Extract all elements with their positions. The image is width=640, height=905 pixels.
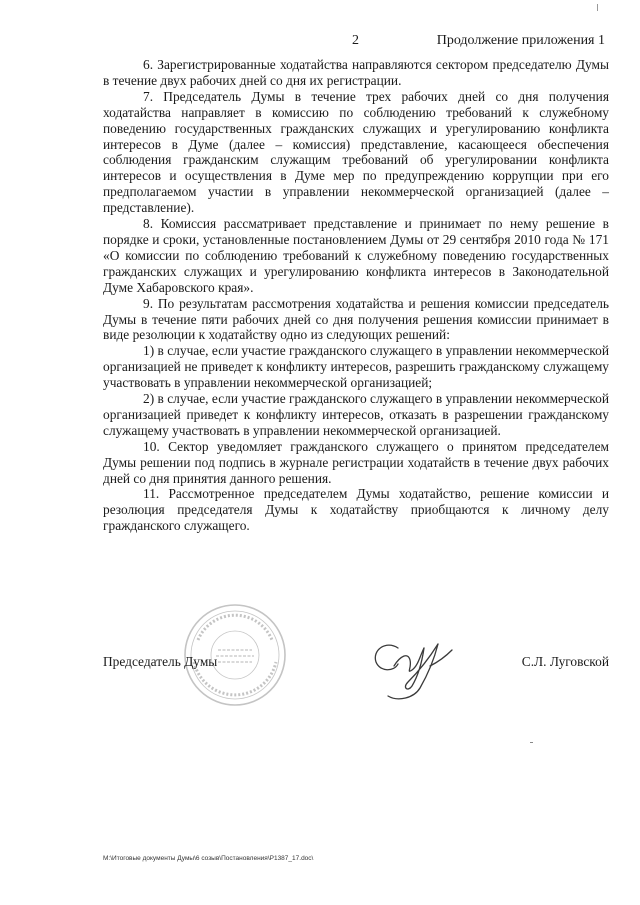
paragraph-9-item-2: 2) в случае, если участие гражданского служащего в управлении некоммерческой организацией приведет к конфликту интересов, отказать в разрешении гражданскому служащему участвовать в управлении некоммерческой организацией.: [103, 391, 609, 438]
signer-title: Председатель Думы: [103, 654, 218, 669]
paragraph-10: 10. Сектор уведомляет гражданского служащего о принятом председателем Думы решении под подпись в журнале регистрации ходатайств в течение двух рабочих дней со дня принятия данного решения.: [103, 438, 609, 486]
scan-dash: [530, 742, 533, 743]
paragraph-8: 8. Комиссия рассматривает представление и принимает по нему решение в порядке и сроки, установленные постановлением Думы от 29 сентября 2010 года № 171 «О комиссии по соблюдению требований к служебному поведению государственных гражданских служащих и урегулированию конфликта интересов в Законодательной Думе Хабаровского края».: [103, 216, 609, 295]
document-body: [103, 57, 609, 534]
paragraph-7: 7. Председатель Думы в течение трех рабочих дней со дня получения ходатайства направляет в комиссию по соблюдению требований к служебному поведению государственных гражданских служащих и урегулированию конфликта интересов в Думе (далее – комиссия) представление, касающееся обеспечения соблюдения гражданским служащим требований об урегулировании конфликта интересов и осуществления в Думе мер по предупреждению коррупции при его предполагаемом участии в управлении некоммерческой организацией (далее – представление).: [103, 88, 609, 216]
continuation-label: Продолжение приложения 1: [436, 33, 605, 48]
file-path-footer: M:\Итоговые документы Думы\6 созыв\Постановления\Р1387_17.doc\: [103, 855, 314, 862]
paragraph-6: 6. Зарегистрированные ходатайства направляются сектором председателю Думы в течение двух рабочих дней со дня их регистрации.: [103, 57, 609, 88]
scan-mark: [597, 4, 602, 11]
page-header: [0, 33, 640, 53]
paragraph-11: 11. Рассмотренное председателем Думы ходатайство, решение комиссии и резолюция председателя Думы к ходатайству приобщаются к личному делу гражданского служащего.: [103, 486, 609, 534]
paragraph-9: 9. По результатам рассмотрения ходатайства и решения комиссии председатель Думы в течение пяти рабочих дней со дня получения решения комиссии принимает в виде резолюции к ходатайству одно из следующих решений:: [103, 295, 609, 343]
signer-name: С.Л. Луговской: [521, 654, 609, 669]
paragraph-9-item-1: 1) в случае, если участие гражданского служащего в управлении некоммерческой организацией не приведет к конфликту интересов, разрешить гражданскому служащему участвовать в управлении некоммерческой организацией;: [103, 343, 609, 391]
page-number: 2: [352, 33, 359, 48]
signature-block: [103, 648, 609, 688]
